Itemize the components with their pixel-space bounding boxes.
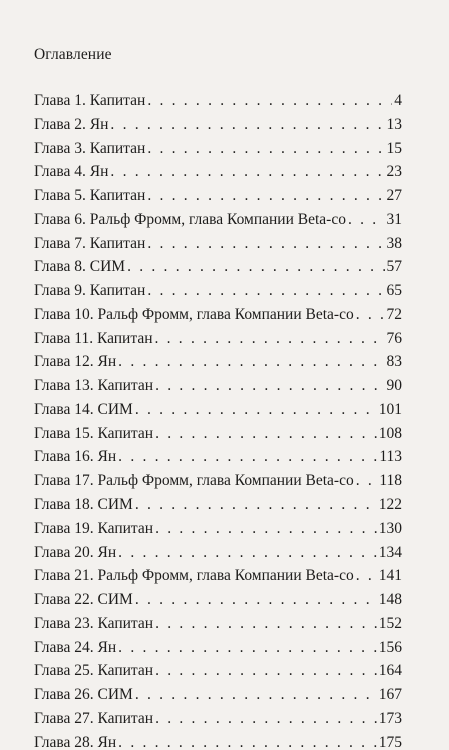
toc-entry-label: Глава 7. Капитан: [34, 234, 146, 252]
toc-entry: [34, 353, 402, 377]
toc-entry: [34, 425, 402, 449]
toc-entry-page: 152: [378, 614, 402, 632]
toc-entry-page: 167: [378, 686, 402, 704]
toc-entry: [34, 734, 402, 750]
toc-entry: [34, 472, 402, 496]
dot-leader: [155, 425, 377, 443]
toc-entry: [34, 282, 402, 306]
toc-entry-label: Глава 25. Капитан: [34, 662, 154, 680]
dot-leader: [118, 448, 377, 466]
toc-entry-page: 13: [386, 115, 402, 133]
toc-entry: [34, 520, 402, 544]
toc-entry-page: 4: [394, 92, 402, 109]
dot-leader: [147, 92, 392, 110]
dot-leader: [155, 377, 384, 395]
toc-entry: [34, 496, 402, 520]
dot-leader: [147, 140, 384, 158]
toc-entry-label: Глава 19. Капитан: [34, 519, 154, 537]
toc-entry: [34, 187, 402, 211]
toc-entry-page: 101: [378, 400, 402, 418]
dot-leader: [356, 306, 385, 324]
toc-entry-label: Глава 9. Капитан: [34, 282, 146, 300]
toc-entry-page: 65: [386, 282, 402, 300]
dot-leader: [118, 639, 377, 657]
toc-entry: [34, 235, 402, 259]
dot-leader: [155, 615, 377, 633]
dot-leader: [356, 472, 378, 490]
toc-entry: [34, 567, 402, 591]
dot-leader: [135, 591, 377, 609]
toc-entry: [34, 544, 402, 568]
toc-entry: [34, 639, 402, 663]
toc-entry-label: Глава 24. Ян: [34, 638, 117, 656]
dot-leader: [155, 330, 385, 348]
dot-leader: [135, 686, 377, 704]
toc-entry-page: 57: [386, 258, 402, 276]
toc-entry-label: Глава 23. Капитан: [34, 614, 154, 632]
toc-entry: [34, 448, 402, 472]
dot-leader: [155, 710, 377, 728]
toc-entry-label: Глава 2. Ян: [34, 115, 109, 133]
toc-entry-label: Глава 11. Капитан: [34, 329, 153, 347]
toc-entry: [34, 710, 402, 734]
toc-list: [34, 92, 402, 750]
toc-entry-page: 72: [386, 305, 402, 323]
toc-entry-page: 134: [378, 543, 402, 561]
toc-entry-label: Глава 8. СИМ: [34, 258, 126, 276]
toc-entry-label: Глава 17. Ральф Фромм, глава Компании Beta-co: [34, 472, 354, 490]
toc-entry-label: Глава 22. СИМ: [34, 591, 133, 609]
toc-entry-page: 141: [378, 567, 402, 585]
toc-entry-page: 90: [386, 377, 402, 395]
toc-entry: [34, 92, 402, 116]
toc-entry-page: 148: [378, 591, 402, 609]
toc-entry-label: Глава 15. Капитан: [34, 424, 154, 442]
dot-leader: [110, 116, 384, 134]
toc-entry-label: Глава 10. Ральф Фромм, глава Компании Beta-co: [34, 305, 354, 323]
dot-leader: [356, 567, 377, 585]
toc-entry: [34, 163, 402, 187]
toc-entry-page: 118: [379, 472, 402, 490]
toc-entry-page: 15: [386, 139, 402, 157]
toc-entry-label: Глава 3. Капитан: [34, 139, 146, 157]
toc-entry-page: 130: [378, 519, 402, 537]
dot-leader: [127, 258, 384, 276]
toc-entry-label: Глава 26. СИМ: [34, 686, 133, 704]
toc-entry: [34, 377, 402, 401]
dot-leader: [118, 734, 377, 750]
toc-entry-label: Глава 5. Капитан: [34, 187, 146, 205]
toc-entry-page: 83: [386, 353, 402, 371]
toc-entry-page: 113: [379, 448, 402, 466]
dot-leader: [147, 187, 384, 205]
toc-entry-page: 164: [378, 662, 402, 680]
toc-entry-label: Глава 16. Ян: [34, 448, 117, 466]
toc-entry: [34, 211, 402, 235]
toc-entry-page: 31: [386, 210, 402, 228]
toc-entry-label: Глава 20. Ян: [34, 543, 117, 561]
dot-leader: [110, 163, 384, 181]
toc-entry-page: 76: [386, 329, 402, 347]
toc-entry: [34, 306, 402, 330]
dot-leader: [155, 662, 377, 680]
toc-entry-label: Глава 12. Ян: [34, 353, 117, 371]
toc-entry: [34, 116, 402, 140]
toc-entry-page: 108: [378, 424, 402, 442]
toc-entry-page: 173: [378, 709, 402, 727]
toc-entry: [34, 258, 402, 282]
toc-entry-label: Глава 28. Ян: [34, 733, 117, 750]
toc-entry-label: Глава 13. Капитан: [34, 377, 154, 395]
toc-entry-label: Глава 21. Ральф Фромм, глава Компании Beta-co: [34, 567, 354, 585]
toc-entry: [34, 591, 402, 615]
toc-entry-label: Глава 27. Капитан: [34, 709, 154, 727]
dot-leader: [135, 496, 377, 514]
toc-entry-label: Глава 6. Ральф Фромм, глава Компании Beta-co: [34, 210, 346, 228]
toc-entry-label: Глава 14. СИМ: [34, 400, 133, 418]
toc-entry-page: 38: [386, 234, 402, 252]
toc-entry-page: 156: [378, 638, 402, 656]
toc-entry: [34, 330, 402, 354]
dot-leader: [118, 353, 384, 371]
toc-entry-label: Глава 18. СИМ: [34, 496, 133, 514]
toc-title: Оглавление: [34, 46, 112, 63]
dot-leader: [155, 520, 377, 538]
dot-leader: [135, 401, 377, 419]
toc-entry: [34, 686, 402, 710]
toc-entry: [34, 662, 402, 686]
toc-entry-page: 23: [386, 163, 402, 181]
toc-entry-page: 175: [378, 733, 402, 750]
toc-entry: [34, 401, 402, 425]
dot-leader: [147, 235, 384, 253]
toc-entry: [34, 140, 402, 164]
toc-entry-label: Глава 1. Капитан: [34, 92, 146, 109]
dot-leader: [147, 282, 384, 300]
toc-entry-page: 122: [378, 496, 402, 514]
toc-entry: [34, 615, 402, 639]
dot-leader: [118, 544, 377, 562]
toc-entry-label: Глава 4. Ян: [34, 163, 109, 181]
toc-entry-page: 27: [386, 187, 402, 205]
dot-leader: [348, 211, 385, 229]
